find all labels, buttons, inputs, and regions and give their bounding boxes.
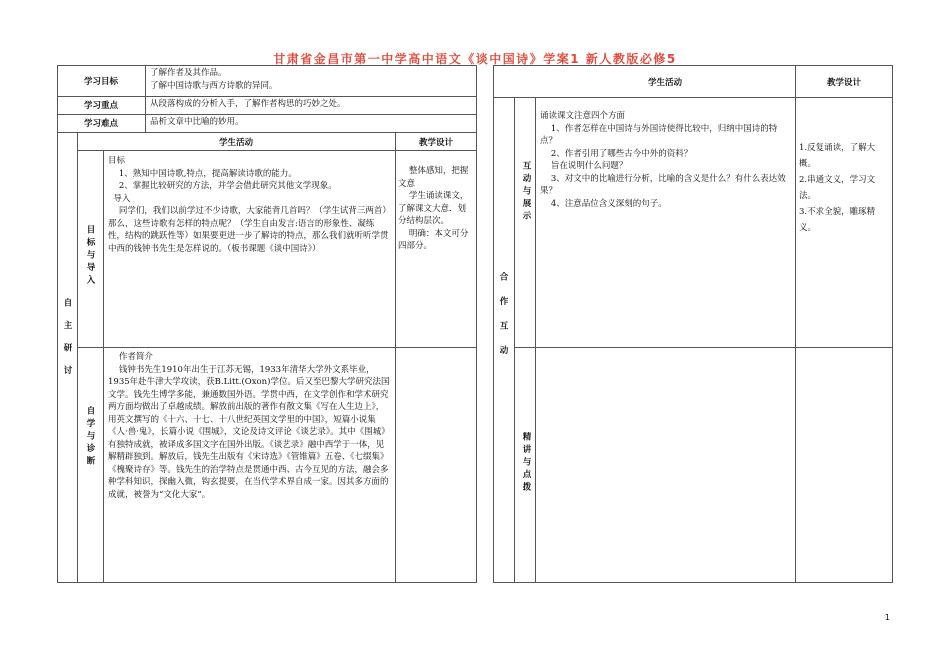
row-label-difficulties: 学习难点 <box>83 119 118 129</box>
part-label-interaction-display: 互动与展示 <box>521 161 531 224</box>
right-col-student-header: 学生活动 <box>647 78 682 88</box>
right-col-teacher-header: 教学设计 <box>826 78 861 88</box>
section-label-cooperation: 合作互动 <box>498 272 508 370</box>
row-content-difficulties: 品析文章中比喻的妙用。 <box>150 117 244 127</box>
left-col-teacher-header: 教学设计 <box>418 138 453 148</box>
page-number: 1 <box>884 613 890 622</box>
row-content-objectives: 了解作者及其作品。 了解中国诗歌与西方诗歌的异同。 <box>150 68 278 91</box>
document-title: 甘肃省金昌市第一中学高中语文《谈中国诗》学案1 新人教版必修5 <box>273 52 677 66</box>
section-label-self-study: 自主研讨 <box>62 298 72 388</box>
goals-intro-student-text: 目标 1、熟知中国诗歌,特点，提高解读诗歌的能力。 2、掌握比较研究的方法，并学会借此研究其他文学现象。 导入 同学们，我们以前学过不少诗歌，大家能背几首吗？（学生试背三两首）那么，这些诗歌有怎样的特点呢？（学生自由发言:语言的形象性、凝练性，结构的跳跃性等）如果要更进一步了解诗的特点，那么我们就听听学贯中西的钱钟书先生是怎样说的。（板书课题《谈中国诗》） <box>108 156 389 254</box>
interaction-student-text: 诵读课文注意四个方面 1、作者怎样在中国诗与外国诗使得比较中，归纳中国诗的特点？ 2、作者引用了哪些古今中外的资料？ 旨在说明什么问题？ 3、对文中的比喻进行分析，比喻的含义是什么？有什么表达效果？ 4、注意品位含义深刻的句子。 <box>540 111 786 209</box>
part-label-self-study-diagnosis: 自学与诊断 <box>85 406 95 469</box>
part-label-explanation-guidance: 精讲与点拨 <box>521 432 531 495</box>
interaction-teacher-text: 1.反复诵读，了解大概。 2.串通文义，学习文法。 3.不求全貌，雕琢精义。 <box>799 143 876 233</box>
row-content-key-points: 从段落构成的分析入手，了解作者构思的巧妙之处。 <box>150 99 346 109</box>
part-label-goals-intro: 目标与导入 <box>85 225 95 288</box>
row-label-objectives: 学习目标 <box>83 77 118 87</box>
left-col-student-header: 学生活动 <box>218 138 253 148</box>
row-label-key-points: 学习重点 <box>83 101 118 111</box>
author-intro-student-text: 作者简介 钱钟书先生1910年出生于江苏无锡，1933年清华大学外文系毕业，1935年赴牛津大学攻读，获B.Litt.(Oxon)学位。后又至巴黎大学研究法国文学。钱先生博学多能，兼通数国外语。学贯中西，在文学创作和学术研究两方面均做出了卓越成绩。解放前出版的著作有散文集《写在人生边上》，用英文撰写的《十六、十七、十八世纪英国文学里的中国》，短篇小说集《人·兽·鬼》，长篇小说《围城》，文论及诗文评论《谈艺录》。其中《围城》有独特成就，被译成多国文字在国外出版。《谈艺录》融中西学于一体，见解精辟独到。解放后，钱先生出版有《宋诗选》《管锥篇》五卷、《七缀集》《槐聚诗存》等。钱先生的治学特点是贯通中西、古今互见的方法，融会多种学科知识，探幽入微，钩玄提要，在当代学术界自成一家。因其多方面的成就，被誉为“文化大家”。 <box>108 352 390 500</box>
goals-intro-teacher-text: 整体感知，把握文意 学生诵读课文，了解课文大意．划分结构层次。 明确：本文可分四部分。 <box>398 166 469 251</box>
